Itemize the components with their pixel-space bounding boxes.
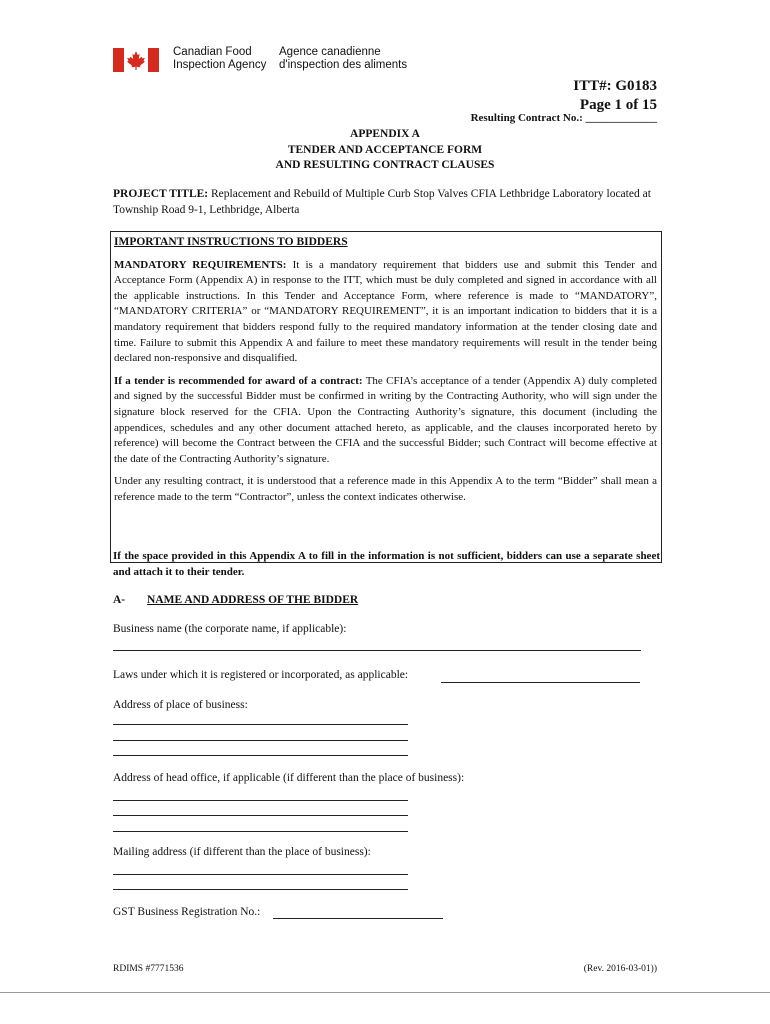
insufficient-space-note: If the space provided in this Appendix A to fill in the information is not sufficient, bidders can use a separate sheet and attach it to their tender.: [113, 550, 660, 578]
section-a-title: NAME AND ADDRESS OF THE BIDDER: [147, 594, 359, 606]
mandatory-text: It is a mandatory requirement that bidders use and submit this Tender and Acceptance Form (Appendix A) in response to the ITT, which must be duly completed and signed in accordance with all the applicable instructions. In this Tender and Acceptance Form, where reference is made to “MANDATORY”, “MANDATORY CRITERIA” or “MANDATORY REQUIREMENT”, it is an important indication to bidders that it is a mandatory requirement that bidders respond fully to the required mandatory information at the tender closing date and time. Failure to submit this Appendix A and failure to meet these mandatory requirements will result in the tender being declared non-responsive and disqualified.: [114, 258, 657, 365]
appendix-subtitle-1: TENDER AND ACCEPTANCE FORM: [287, 143, 483, 156]
appendix-title: APPENDIX A: [350, 128, 420, 140]
head-office-label: Address of head office, if applicable (if different than the place of business):: [113, 772, 465, 784]
place-of-business-line-3[interactable]: [113, 755, 408, 756]
mailing-address-label: Mailing address (if different than the place of business):: [113, 846, 371, 858]
itt-header: [573, 77, 657, 115]
mandatory-label: MANDATORY REQUIREMENTS:: [114, 258, 287, 271]
page-bottom-divider: [0, 992, 770, 993]
head-office-line-3[interactable]: [113, 831, 408, 832]
cfia-logo: [113, 46, 413, 74]
place-of-business-line-1[interactable]: [113, 724, 408, 725]
laws-field[interactable]: [441, 682, 640, 683]
award-text: The CFIA’s acceptance of a tender (Appendix A) duly completed and signed by the successful Bidder must be confirmed in writing by the Contracting Authority, who will sign under the signature block reserved for the CFIA. Upon the Contracting Authority’s signature, this document (including the appendices, schedules and any other document attached hereto, as applicable, and the clauses incorporated hereto by reference) will become the Contract between the CFIA and the successful Bidder; such Contract will become effective at the date of the Contracting Authority’s signature.: [114, 374, 657, 465]
business-name-label: Business name (the corporate name, if applicable):: [113, 623, 347, 635]
itt-number: ITT#: G0183: [573, 78, 657, 94]
resulting-contract-number: Resulting Contract No.: _____________: [470, 112, 657, 124]
agency-en-line1: Canadian Food: [173, 46, 252, 58]
gst-label: GST Business Registration No.:: [113, 906, 261, 918]
bidder-definition-paragraph: Under any resulting contract, it is understood that a reference made in this Appendix A to the term “Bidder” shall mean a reference made to the term “Contractor”, unless the context indicates otherwise.: [114, 475, 657, 503]
head-office-line-2[interactable]: [113, 815, 408, 816]
page-number: Page 1 of 15: [579, 97, 657, 113]
project-title: [113, 186, 658, 218]
agency-fr-line2: d'inspection des aliments: [279, 59, 408, 71]
section-a-heading: [113, 594, 358, 606]
head-office-line-1[interactable]: [113, 800, 408, 801]
place-of-business-line-2[interactable]: [113, 740, 408, 741]
instructions-title: IMPORTANT INSTRUCTIONS TO BIDDERS: [114, 236, 348, 248]
laws-label: Laws under which it is registered or incorporated, as applicable:: [113, 669, 409, 681]
appendix-heading: [0, 127, 770, 174]
mailing-address-line-1[interactable]: [113, 874, 408, 875]
project-title-text: Replacement and Rebuild of Multiple Curb Stop Valves CFIA Lethbridge Laboratory located at Township Road 9-1, Lethbridge, Alberta: [113, 188, 651, 216]
gst-field[interactable]: [273, 918, 443, 919]
business-name-field[interactable]: [113, 650, 641, 651]
project-title-label: PROJECT TITLE:: [113, 188, 209, 200]
section-a-letter: A-: [113, 594, 126, 606]
instructions-box: [110, 231, 662, 563]
agency-fr-line1: Agence canadienne: [279, 46, 381, 58]
place-of-business-label: Address of place of business:: [113, 699, 248, 711]
mailing-address-line-2[interactable]: [113, 889, 408, 890]
award-paragraph: [114, 374, 657, 468]
agency-name-fr: [279, 46, 407, 72]
agency-name-en: [173, 46, 266, 72]
agency-en-line2: Inspection Agency: [173, 59, 267, 71]
appendix-subtitle-2: AND RESULTING CONTRACT CLAUSES: [275, 159, 495, 171]
award-label: If a tender is recommended for award of a contract:: [114, 374, 363, 387]
canada-flag-icon: [113, 48, 159, 72]
revision-date: (Rev. 2016-03-01)): [583, 964, 657, 974]
rdims-number: RDIMS #7771536: [113, 964, 184, 974]
mandatory-requirements-paragraph: [114, 258, 657, 367]
